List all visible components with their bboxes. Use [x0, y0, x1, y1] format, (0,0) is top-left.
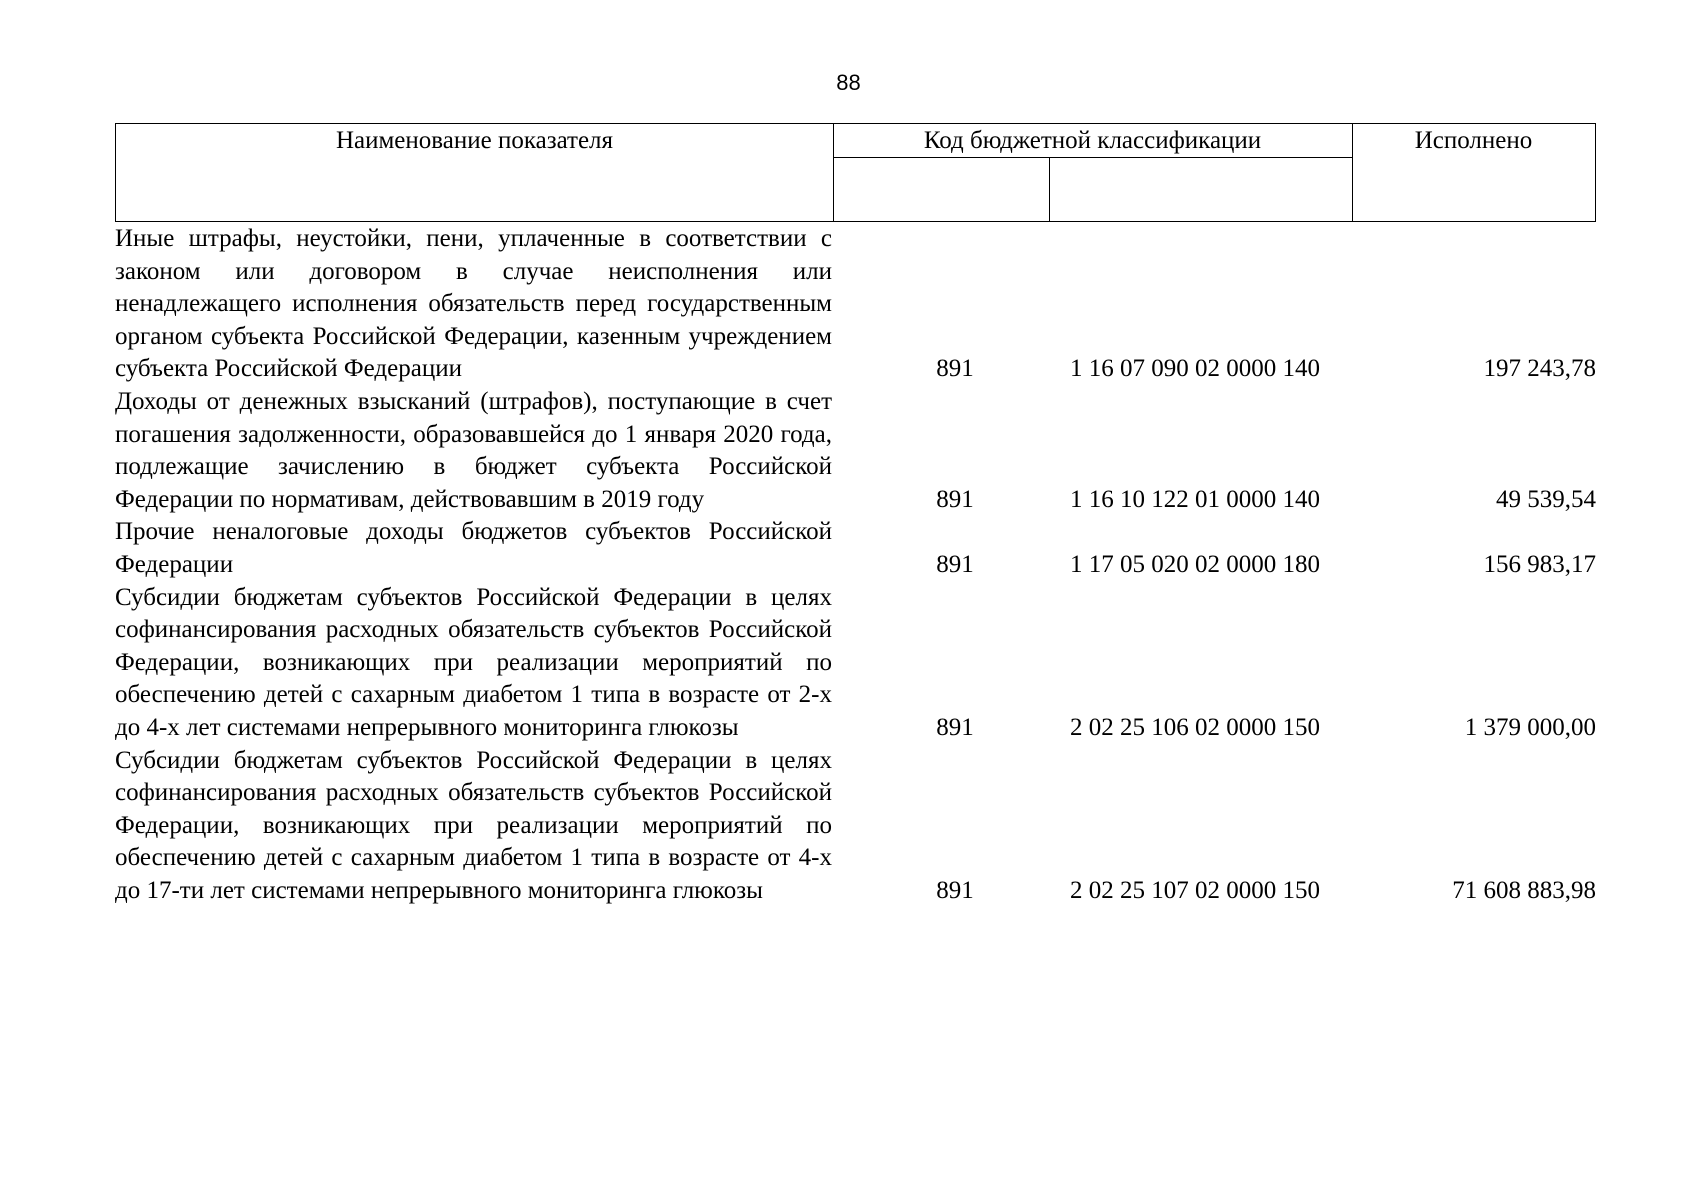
header-code: Код бюджетной классификации: [923, 127, 1262, 154]
row-budget-code: 1 16 07 090 02 0000 140: [1070, 355, 1320, 383]
row-budget-code: 2 02 25 106 02 0000 150: [1070, 713, 1320, 741]
row-admin-code: 891: [936, 355, 974, 383]
row-admin-code: 891: [936, 713, 974, 741]
row-name: Субсидии бюджетам субъектов Российской Федерации в целях софинансирования расходных обязательств субъектов Российской Федерации, возникающих при реализации мероприятий по обеспечению детей с сахарным диабетом 1 типа в возрасте от 2-х до 4-х лет системами непрерывного мониторинга глюкозы: [115, 583, 832, 741]
row-admin-code: 891: [936, 485, 974, 513]
header-name: Наименование показателя: [335, 127, 614, 154]
row-admin-code: 891: [936, 876, 974, 904]
row-name: Иные штрафы, неустойки, пени, уплаченные в соответствии с законом или договором в случае неисполнения или ненадлежащего исполнения обязательств перед государственным органом субъекта Российской Федерации, казенным учреждением субъекта Российской Федерации: [115, 225, 832, 383]
row-name: Субсидии бюджетам субъектов Российской Федерации в целях софинансирования расходных обязательств субъектов Российской Федерации, возникающих при реализации мероприятий по обеспечению детей с сахарным диабетом 1 типа в возрасте от 4-х до 17-ти лет системами непрерывного мониторинга глюкозы: [115, 746, 832, 904]
row-amount: 197 243,78: [1483, 355, 1596, 383]
row-budget-code: 1 17 05 020 02 0000 180: [1070, 550, 1320, 578]
row-admin-code: 891: [936, 550, 974, 578]
header-divider-sub: [1049, 157, 1050, 221]
row-amount: 49 539,54: [1496, 485, 1596, 513]
row-budget-code: 2 02 25 107 02 0000 150: [1070, 876, 1320, 904]
table-body: [115, 223, 1596, 907]
page-number: 88: [836, 70, 861, 95]
table-row: [115, 386, 1596, 516]
row-amount: 1 379 000,00: [1464, 713, 1596, 741]
table-row: [115, 745, 1596, 908]
table-row: [115, 582, 1596, 745]
row-name: Доходы от денежных взысканий (штрафов), поступающие в счет погашения задолженности, образовавшейся до 1 января 2020 года, подлежащие зачислению в бюджет субъекта Российской Федерации по нормативам, действовавшим в 2019 году: [115, 387, 832, 513]
table-row: [115, 223, 1596, 386]
row-name: Прочие неналоговые доходы бюджетов субъектов Российской Федерации: [115, 518, 832, 578]
header-code-underline: [833, 157, 1352, 158]
row-amount: 156 983,17: [1483, 550, 1596, 578]
header-executed: Исполнено: [1414, 127, 1533, 154]
table-row: [115, 516, 1596, 581]
row-amount: 71 608 883,98: [1452, 876, 1596, 904]
row-budget-code: 1 16 10 122 01 0000 140: [1070, 485, 1320, 513]
table-header: [115, 123, 1596, 222]
